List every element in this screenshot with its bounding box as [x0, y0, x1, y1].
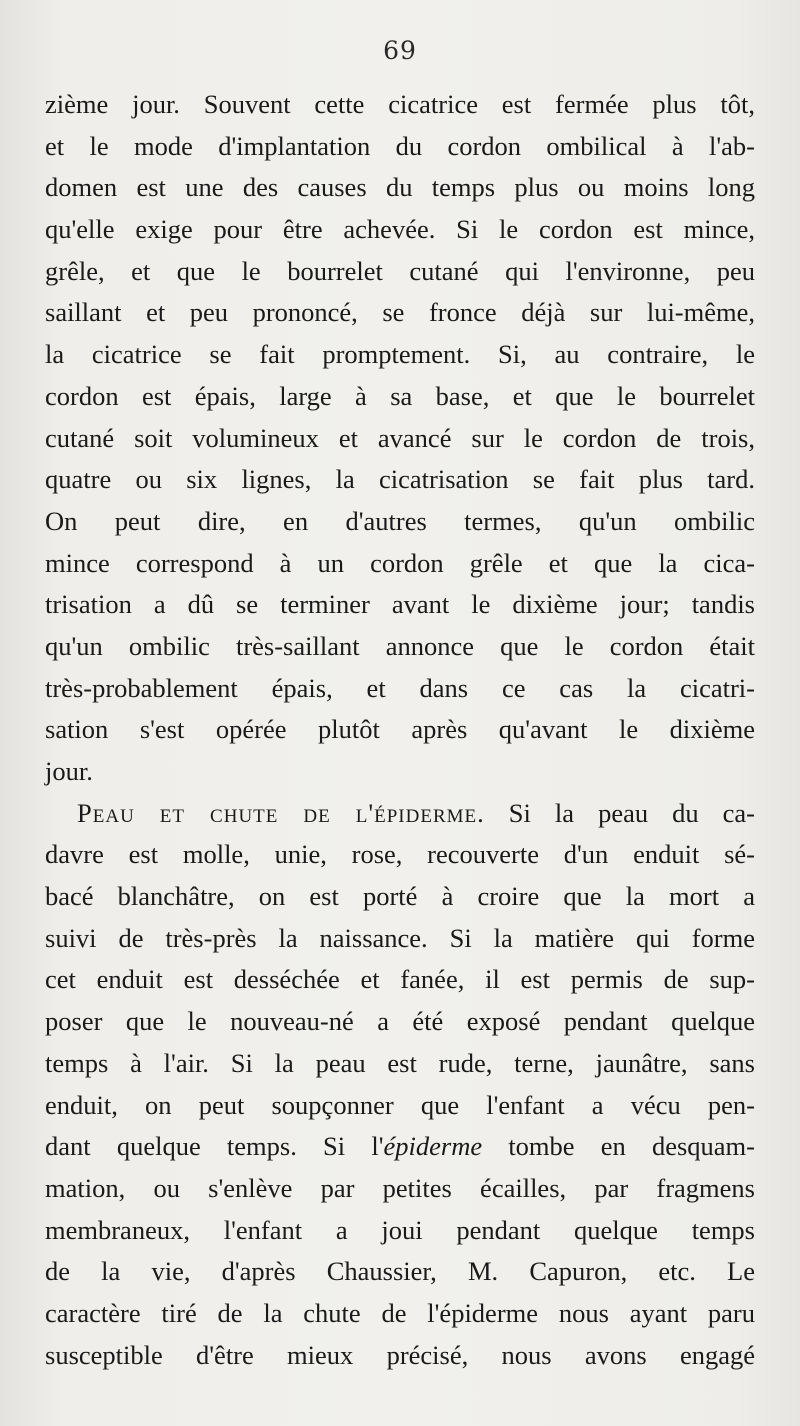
text-line: On peut dire, en d'autres termes, qu'un ombilic: [45, 505, 755, 536]
text-line: mince correspond à un cordon grêle et que la cica-: [45, 547, 755, 578]
text-line: poser que le nouveau-né a été exposé pendant quelque: [45, 1006, 755, 1037]
italic-term: épiderme: [383, 1131, 483, 1162]
text-line: et le mode d'implantation du cordon ombilical à l'ab-: [45, 130, 755, 161]
text-fragment: tombe en desquam-: [482, 1131, 755, 1162]
text-line: suivi de très-près la naissance. Si la matière qui forme: [45, 922, 755, 953]
text-line: bacé blanchâtre, on est porté à croire que la mort a: [45, 881, 755, 912]
text-line: zième jour. Souvent cette cicatrice est fermée plus tôt,: [45, 89, 755, 119]
text-line: cutané soit volumineux et avancé sur le cordon de trois,: [45, 422, 755, 453]
text-line: susceptible d'être mieux précisé, nous avons engagé: [45, 1339, 755, 1370]
text-line: davre est molle, unie, rose, recouverte d'un enduit sé-: [45, 839, 755, 870]
text-line: très-probablement épais, et dans ce cas la cicatri-: [45, 672, 755, 703]
text-line: qu'elle exige pour être achevée. Si le cordon est mince,: [45, 214, 755, 245]
text-line: domen est une des causes du temps plus ou moins long: [45, 172, 755, 203]
text-line: [45, 1126, 755, 1168]
text-line: jour.: [45, 756, 93, 786]
text-line: cordon est épais, large à sa base, et que le bourrelet: [45, 380, 755, 411]
text-line: la cicatrice se fait promptement. Si, au contraire, le: [45, 339, 755, 370]
text-line: saillant et peu prononcé, se fronce déjà sur lui-même,: [45, 297, 755, 328]
text-line: de la vie, d'après Chaussier, M. Capuron, etc. Le: [45, 1256, 755, 1287]
text-line: quatre ou six lignes, la cicatrisation se fait plus tard.: [45, 464, 755, 495]
text-line: qu'un ombilic très-saillant annonce que le cordon était: [45, 630, 755, 661]
page-number: 69: [383, 36, 417, 65]
text-line: cet enduit est desséchée et fanée, il est permis de sup-: [45, 964, 755, 995]
text-fragment: Si la peau du ca-: [484, 797, 755, 828]
text-line: temps à l'air. Si la peau est rude, terne, jaunâtre, sans: [45, 1047, 755, 1078]
text-line: trisation a dû se terminer avant le dixième jour; tandis: [45, 589, 755, 620]
text-line: caractère tiré de la chute de l'épiderme nous ayant paru: [45, 1297, 755, 1328]
text-line: [45, 793, 755, 835]
paragraph-umbilical-scar: [45, 84, 755, 793]
body-text: [45, 84, 755, 1376]
text-line: grêle, et que le bourrelet cutané qui l'environne, peu: [45, 255, 755, 286]
text-line: enduit, on peut soupçonner que l'enfant a vécu pen-: [45, 1089, 755, 1120]
text-line: sation s'est opérée plutôt après qu'avant le dixième: [45, 714, 755, 745]
text-line: mation, ou s'enlève par petites écailles, par fragmens: [45, 1172, 755, 1203]
text-fragment: dant quelque temps. Si l': [45, 1131, 384, 1162]
paragraph-skin-epidermis: [45, 793, 755, 1377]
section-heading: Peau et chute de l'épiderme.: [77, 797, 485, 828]
text-line: membraneux, l'enfant a joui pendant quelque temps: [45, 1214, 755, 1245]
